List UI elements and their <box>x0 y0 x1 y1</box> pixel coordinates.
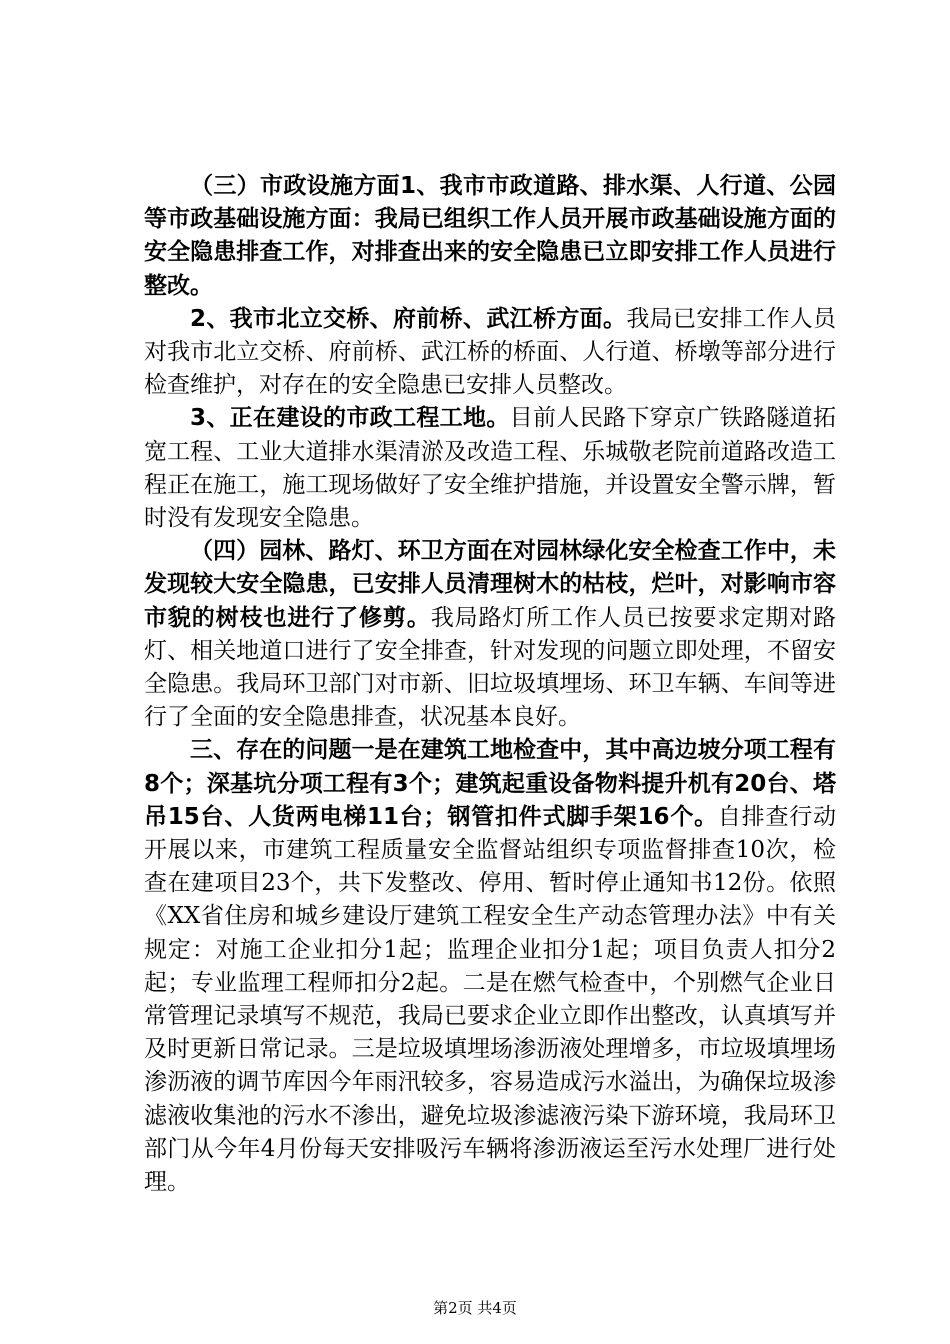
paragraph-bridges <box>144 303 836 403</box>
paragraph-text: 我局已安排工作人员对我市北立交桥、府前桥、武江桥的桥面、人行道、桥墩等部分进行检查维护，对存在的安全隐患已安排人员整改。 <box>144 305 836 399</box>
paragraph-heading: 3、正在建设的市政工程工地。 <box>190 405 510 432</box>
page-footer: 第2页 共4页 <box>433 1299 517 1317</box>
paragraph-text: 目前人民路下穿京广铁路隧道拓宽工程、工业大道排水渠清淤及改造工程、乐城敬老院前道路改造工程正在施工，施工现场做好了安全维护措施，并设置安全警示牌，暂时没有发现安全隐患。 <box>144 405 836 532</box>
paragraph-text: 我局路灯所工作人员已按要求定期对路灯、相关地道口进行了安全排查，针对发现的问题立即处理，不留安全隐患。我局环卫部门对市新、旧垃圾填埋场、环卫车辆、车间等进行了全面的安全隐患排查，状况基本良好。 <box>144 604 837 731</box>
paragraph-text: 自排查行动开展以来，市建筑工程质量安全监督站组织专项监督排查10次，检查在建项目23个，共下发整改、停用、暂时停止通知书12份。依照《XX省住房和城乡建设厅建筑工程安全生产动态管理办法》中有关规定：对施工企业扣分1起；监理企业扣分1起；项目负责人扣分2起；专业监理工程师扣分2起。二是在燃气检查中，个别燃气企业日常管理记录填写不规范，我局已要求企业立即作出整改，认真填写并及时更新日常记录。三是垃圾填埋场渗沥液处理增多，市垃圾填埋场渗沥液的调节库因今年雨汛较多，容易造成污水溢出，为确保垃圾渗滤液收集池的污水不渗出，避免垃圾渗滤液污染下游环境，我局环卫部门从今年4月份每天安排吸污车辆将渗沥液运至污水处理厂进行处理。 <box>144 803 836 1196</box>
paragraph-landscaping-lighting-sanitation <box>144 535 836 734</box>
paragraph-construction-sites <box>144 402 836 535</box>
paragraph-heading: 2、我市北立交桥、府前桥、武江桥方面。 <box>190 305 627 332</box>
paragraph-heading: 三、存在的问题一是在建筑工地检查中，其中高边坡分项工程有8个；深基坑分项工程有3个；建筑起重设备物料提升机有20台、塔吊15台、人货两电梯11台；钢管扣件式脚手架16个。 <box>144 737 836 830</box>
paragraph-heading: （四）园林、路灯、环卫方面在对园林绿化安全检查工作中，未发现较大安全隐患，已安排人员清理树木的枯枝，烂叶，对影响市容市貌的树枝也进行了修剪。 <box>144 538 836 631</box>
document-body <box>144 170 836 1199</box>
paragraph-heading: （三）市政设施方面1、我市市政道路、排水渠、人行道、公园等市政基础设施方面：我局已组织工作人员开展市政基础设施方面的安全隐患排查工作，对排查出来的安全隐患已立即安排工作人员进行整改。 <box>144 173 836 299</box>
paragraph-municipal-facilities <box>144 170 836 303</box>
paragraph-existing-problems <box>144 734 836 1199</box>
